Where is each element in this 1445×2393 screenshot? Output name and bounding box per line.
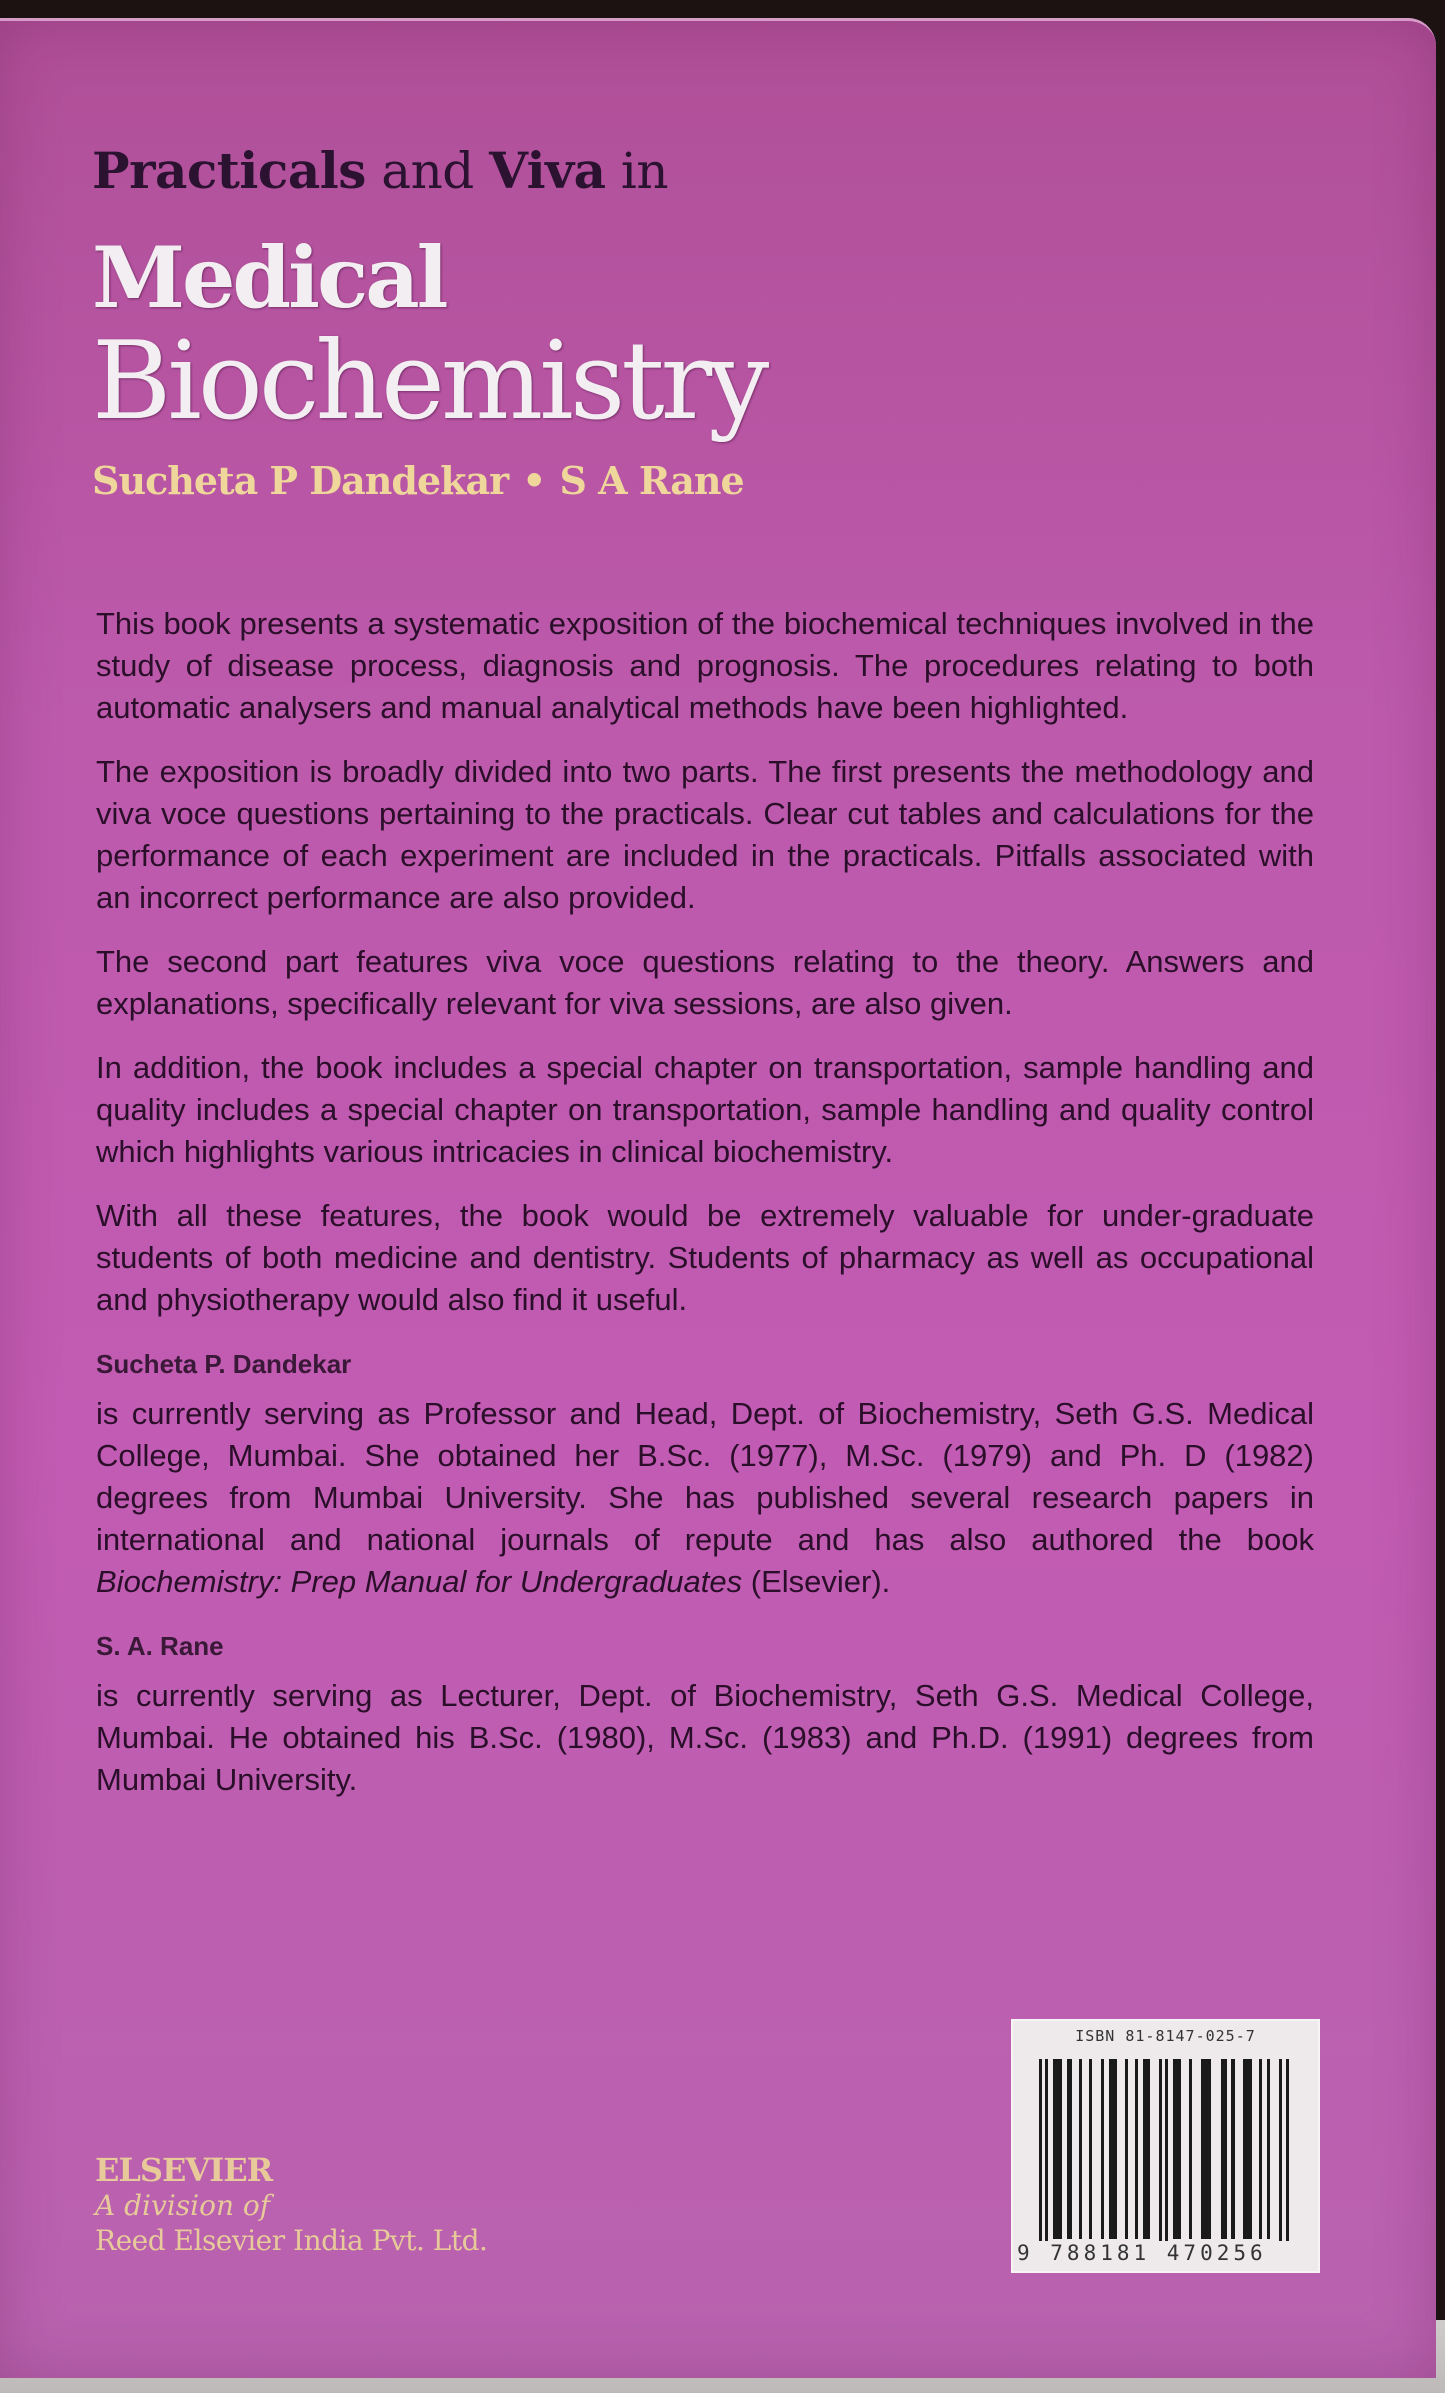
blurb-paragraph-5: With all these features, the book would be extremely valuable for under-graduate students of both medicine and dentistry. Students of pharmacy as well as occupational and physiotherapy would also find it useful.	[96, 1198, 1314, 1317]
title-line-1	[92, 141, 765, 200]
bio-name-rane: S. A. Rane	[96, 1631, 224, 1661]
bio-text-rane: is currently serving as Lecturer, Dept. of Biochemistry, Seth G.S. Medical College, Mumbai. He obtained his B.Sc. (1980), M.Sc. (1983) and Ph.D. (1991) degrees from Mumbai University.	[96, 1678, 1314, 1797]
ean-digits: 9 788181 470256	[1017, 2241, 1313, 2265]
title-word-in: in	[605, 142, 669, 200]
title-line-medical: Medical	[92, 228, 446, 327]
publisher-company: Reed Elsevier India Pvt. Ltd.	[95, 2224, 488, 2257]
blurb-paragraph-2: The exposition is broadly divided into two parts. The first presents the methodology and viva voce questions pertaining to the practicals. Clear cut tables and calculations for the performance of each experiment are included in the practicals. Pitfalls associated with an incorrect performance are also provided.	[96, 754, 1314, 915]
authors-line	[92, 458, 765, 503]
author-2: S A Rane	[559, 458, 744, 503]
blurb-paragraph-3: The second part features viva voce questions relating to the theory. Answers and explanations, specifically relevant for viva sessions, are also given.	[96, 944, 1314, 1021]
bio-book-title: Biochemistry: Prep Manual for Undergraduates	[96, 1564, 743, 1599]
title-word-practicals: Practicals	[92, 141, 366, 200]
isbn-label: ISBN 81-8147-025-7	[1075, 2027, 1256, 2045]
blurb-paragraph-4: In addition, the book includes a special chapter on transportation, sample handling and quality includes a special chapter on transportation, sample handling and quality control which highlights various intricacies in clinical biochemistry.	[96, 1050, 1314, 1169]
title-block	[92, 141, 766, 503]
title-line-biochemistry: Biochemistry	[92, 319, 766, 444]
bio-text-dandekar-end: (Elsevier).	[742, 1564, 891, 1599]
book-back-cover	[0, 18, 1436, 2378]
publisher-division: A division of	[95, 2189, 271, 2222]
bio-name-dandekar: Sucheta P. Dandekar	[96, 1349, 352, 1379]
barcode-icon	[1039, 2059, 1295, 2247]
author-1: Sucheta P Dandekar	[92, 458, 509, 503]
bio-text-dandekar-main: is currently serving as Professor and Head, Dept. of Biochemistry, Seth G.S. Medical College, Mumbai. She obtained her B.Sc. (1977), M.Sc. (1979) and Ph. D (1982) degrees from Mumbai University. She has published several research papers in international and national journals of repute and has also authored the book	[96, 1396, 1314, 1557]
author-separator: •	[522, 458, 546, 503]
publisher-imprint	[95, 2151, 487, 2259]
isbn-barcode	[1011, 2019, 1320, 2273]
publisher-logo-text: ELSEVIER	[95, 2151, 273, 2189]
blurb-paragraph-1: This book presents a systematic exposition of the biochemical techniques involved in the study of disease process, diagnosis and prognosis. The procedures relating to both automatic analysers and manual analytical methods have been highlighted.	[96, 606, 1314, 725]
blurb-section	[96, 603, 1314, 1823]
title-word-and: and	[365, 142, 490, 200]
bio-text-dandekar	[96, 1393, 1314, 1603]
title-word-viva: Viva	[489, 141, 606, 200]
